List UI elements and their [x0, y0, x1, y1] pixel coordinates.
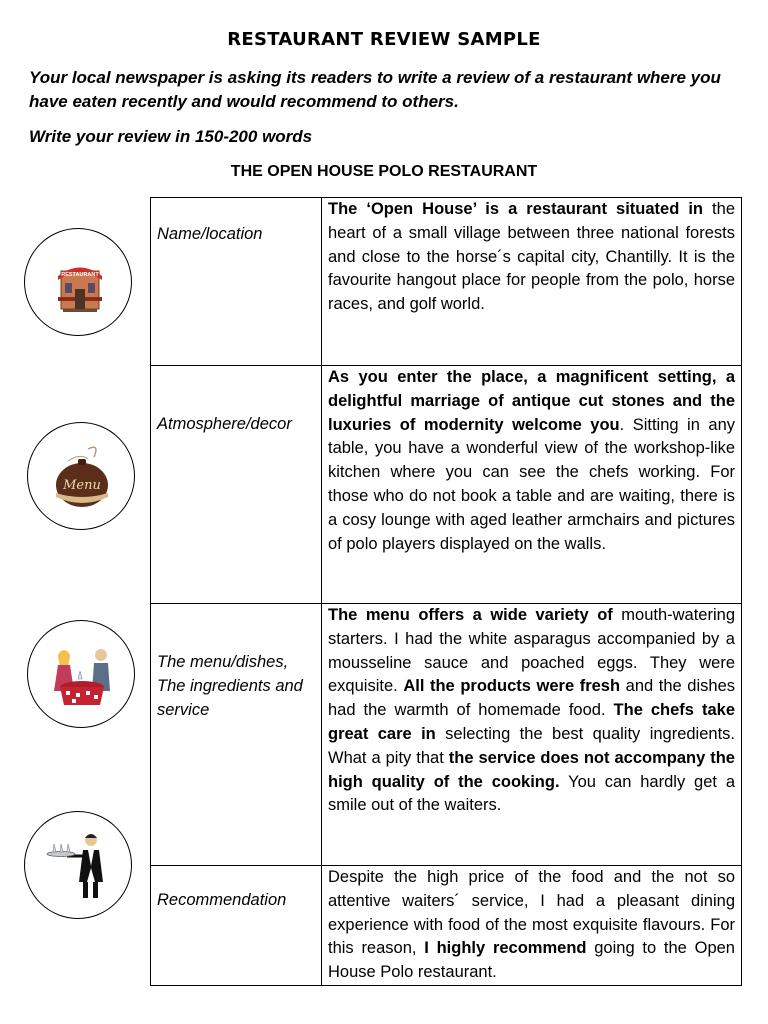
waiter-icon	[24, 811, 132, 919]
instructions	[29, 66, 749, 149]
restaurant-name-heading: THE OPEN HOUSE POLO RESTAURANT	[230, 163, 538, 180]
bold-text-run: The ‘Open House’ is a restaurant situated in	[328, 200, 704, 218]
diners-icon	[27, 620, 135, 728]
bold-text-run: All the products were fresh	[403, 677, 621, 696]
text-run: and the dishes had the warmth of homemade food.	[328, 677, 736, 720]
section-label: Name/location	[157, 225, 263, 243]
menu-text: Menu	[63, 478, 101, 493]
section-text	[322, 366, 741, 556]
text-run: going to the Open House Polo restaurant.	[328, 939, 735, 982]
bold-text-run: The menu offers a wide variety of	[328, 606, 613, 624]
word-count-instruction: Write your review in 150-200 words	[29, 127, 313, 146]
section-text	[322, 604, 741, 818]
text-run: selecting the best quality ingredients. What a pity that	[328, 724, 735, 767]
section-text	[322, 866, 741, 985]
text-run: mouth-watering starters. I had the white asparagus accompanied by a mousseline sauce and poached eggs. They were exquisite.	[328, 606, 735, 696]
bold-text-run: I highly recommend	[424, 939, 587, 958]
bold-text-run: the service does not accompany the high quality of the cooking.	[328, 748, 735, 791]
table-row	[151, 198, 742, 366]
section-label: Atmosphere/decor	[157, 415, 292, 433]
section-label: Recommendation	[157, 891, 287, 909]
restaurant-sign-text: RESTAURANT	[61, 272, 99, 278]
text-run: the heart of a small village between three national forests and close to the horse´s capital city, Chantilly. It is the favourite hangout place for people from the polo, horse races, and golf world.	[328, 200, 735, 314]
table-row	[151, 366, 742, 604]
review-table	[150, 197, 742, 986]
text-run: You can hardly get a smile out of the waiters.	[328, 772, 736, 815]
bold-text-run: The chefs take great care in	[328, 701, 735, 743]
section-label: The menu/dishes, The ingredients and service	[157, 653, 303, 719]
restaurant-icon	[24, 228, 132, 336]
table-row	[151, 604, 742, 866]
task-instruction: Your local newspaper is asking its readers to write a review of a restaurant where you have eaten recently and would recommend to others.	[29, 68, 721, 111]
bold-text-run: As you enter the place, a magnificent setting, a delightful marriage of antique cut stones and the luxuries of modernity welcome you	[328, 368, 735, 434]
text-run: Despite the high price of the food and the not so attentive waiters´ service, I had a pleasant dining experience with food of the most exquisite flavours. For this reason,	[328, 868, 735, 958]
text-run: . Sitting in any table, you have a wonderful view of the workshop-like kitchen where you can see the chefs working. For those who do not book a table and are waiting, there is a cosy lounge with aged leather armchairs and pictures of polo players displayed on the walls.	[328, 415, 735, 553]
section-text	[322, 198, 741, 317]
table-row	[151, 866, 742, 986]
page-title: RESTAURANT REVIEW SAMPLE	[227, 29, 541, 50]
menu-icon	[27, 422, 135, 530]
